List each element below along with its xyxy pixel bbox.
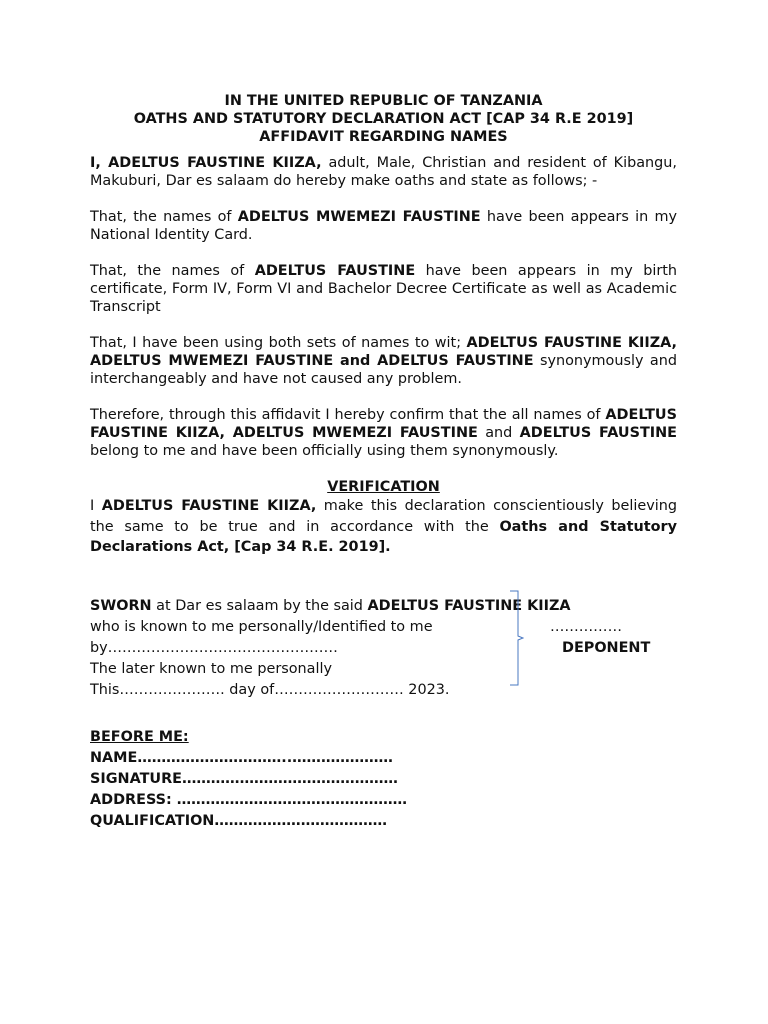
paragraph-2-post: have been appears in my birth certificate, Form IV, Form VI and Bachelor Decree Certificate as well as Academic Transcript [90,263,678,315]
jurat-line-4: The later known to me personally [90,660,332,677]
document-heading [90,92,677,146]
affidavit-page [90,92,677,832]
sworn-text: at Dar es salaam by the said [151,597,368,614]
paragraph-2-name: ADELTUS FAUSTINE [254,263,416,279]
before-me-signature: SIGNATURE……………………………………… [90,770,398,787]
paragraph-1-name: ADELTUS MWEMEZI FAUSTINE [237,209,481,225]
verification-paragraph [90,496,677,558]
paragraph-1 [90,208,677,244]
jurat-line-2: who is known to me personally/Identified to me [90,618,433,635]
intro-paragraph [90,154,677,190]
verification-name: ADELTUS FAUSTINE KIIZA, [101,498,317,514]
verification-pre: I [90,498,102,514]
paragraph-2-pre: That, the names of [90,263,255,279]
paragraph-2 [90,262,677,316]
verification-mid: make this declaration conscientiously believing the same to be true and in accordance with the [90,498,677,535]
heading-line-2: OATHS AND STATUTORY DECLARATION ACT [CAP 34 R.E 2019] [133,111,634,127]
jurat-line-5: This…………………. day of……………………… 2023. [90,681,450,698]
paragraph-1-post: have been appears in my National Identity Card. [90,209,677,243]
paragraph-4-post: belong to me and have been officially using them synonymously. [90,443,559,459]
before-me-address: ADDRESS: ………………………………………… [90,791,408,808]
jurat-block [90,596,677,701]
sworn-label: SWORN [90,597,152,614]
intro-text: adult, Male, Christian and resident of Kibangu, Makuburi, Dar es salaam do hereby make oaths and state as follows; - [90,155,677,189]
before-me-block [90,727,677,832]
heading-line-1: IN THE UNITED REPUBLIC OF TANZANIA [224,93,543,109]
paragraph-4-names-1: ADELTUS FAUSTINE KIIZA, ADELTUS MWEMEZI FAUSTINE [90,407,677,441]
verification-act: Oaths and Statutory Declarations Act, [Cap 34 R.E. 2019]. [90,518,677,555]
paragraph-4 [90,406,677,460]
jurat-line-3: by………………………………………… [90,639,338,656]
deponent-name: I, ADELTUS FAUSTINE KIIZA, [90,155,322,171]
before-me-qualification: QUALIFICATION……………………………… [90,812,388,829]
deponent-signature-line: …………… [550,618,622,635]
paragraph-3-pre: That, I have been using both sets of names to wit; [90,335,467,351]
sworn-name: ADELTUS FAUSTINE KIIZA [367,597,571,614]
paragraph-4-mid: and [477,425,520,441]
paragraph-3-post: synonymously and interchangeably and have not caused any problem. [90,353,677,387]
verification-title: VERIFICATION [327,479,440,495]
heading-line-3: AFFIDAVIT REGARDING NAMES [259,129,508,145]
paragraph-4-pre: Therefore, through this affidavit I hereby confirm that the all names of [90,407,606,423]
deponent-label: DEPONENT [562,639,651,656]
paragraph-3-names: ADELTUS FAUSTINE KIIZA, ADELTUS MWEMEZI FAUSTINE and ADELTUS FAUSTINE [90,335,677,369]
paragraph-1-pre: That, the names of [90,209,238,225]
paragraph-3 [90,334,677,388]
before-me-title: BEFORE ME: [90,728,189,745]
paragraph-4-names-2: ADELTUS FAUSTINE [519,425,677,441]
right-brace-icon [510,590,524,686]
jurat-line-1 [90,596,677,617]
before-me-name: NAME…………………………..………………… [90,749,393,766]
